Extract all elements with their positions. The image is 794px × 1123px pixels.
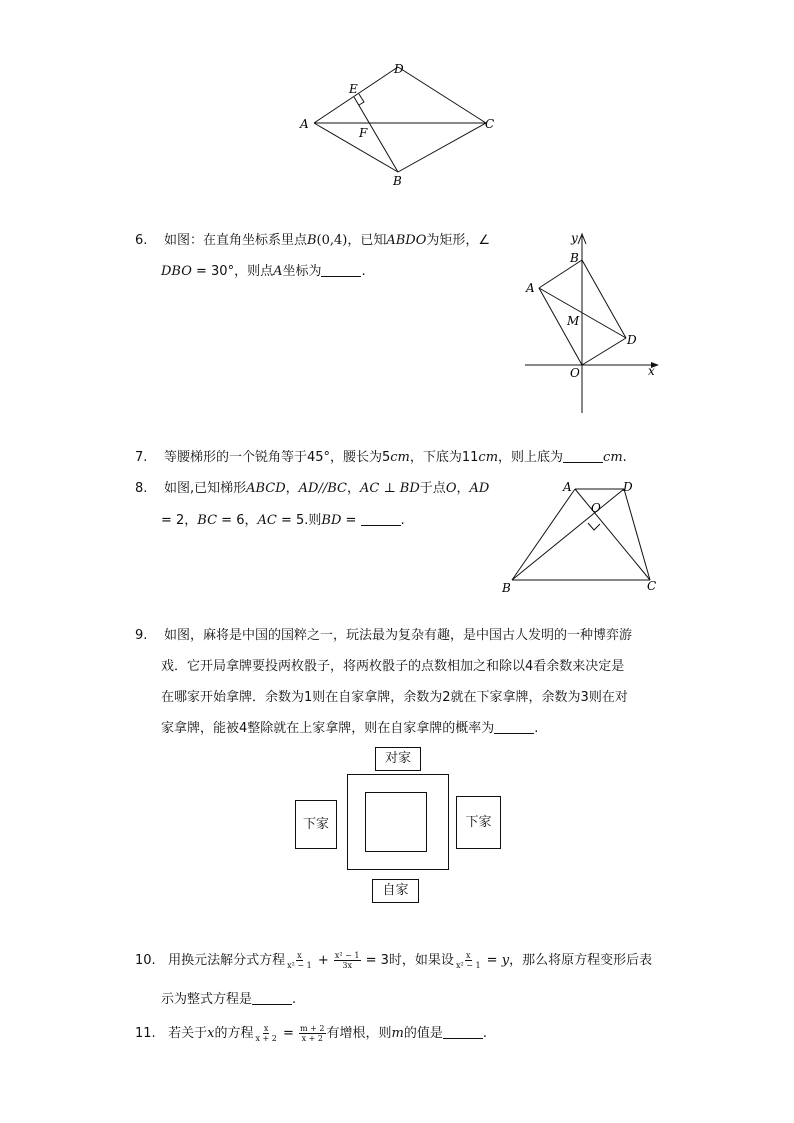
rhombus-label-f: F [359,126,368,140]
coord-label-d: D [627,333,637,347]
q8-number: 8. [135,481,148,496]
q9-line4: 家拿牌，能被4整除就在上家拿牌，则在自家拿牌的概率为 . [161,721,539,736]
coord-label-a: A [526,281,535,295]
q11-fraction-1: $\frac{x}{x + 2}$ [255,1024,277,1043]
q8-line2: = 2，BC = 6，AC = 5.则BD = . [161,513,405,528]
rhombus-label-d: D [394,62,404,76]
axis-label-x: x [648,364,655,378]
q7-line: 7. 等腰梯形的一个锐角等于45°，腰长为5cm，下底为11cm，则上底为 cm. [135,450,627,465]
axis-label-y: y [571,231,578,245]
rhombus-label-a: A [300,117,309,131]
coord-label-o: O [570,366,580,380]
rhombus-figure [290,55,510,195]
seat-top-box: 对家 [375,747,421,771]
q8-line1: 8. 如图,已知梯形ABCD，AD//BC，AC ⊥ BD于点O，AD [135,481,490,496]
coordinate-figure [515,228,665,416]
mahjong-figure [290,745,505,905]
q8-answer-blank[interactable] [361,513,401,526]
q10-fraction-1: $\frac{x}{\text{x² − 1}}$ [287,951,312,970]
trap-label-a: A [563,480,572,494]
q9-line2: 戏．它开局拿牌要投两枚骰子，将两枚骰子的点数相加之和除以4看余数来决定是 [161,659,625,674]
q11-line: 11. 若关于x的方程 $\frac{x}{x + 2}$ = $\frac{m + 2}{x + 2}$ 有增根，则m的值是 . [135,1024,487,1043]
rhombus-label-b: B [393,174,402,188]
q11-answer-blank[interactable] [443,1026,483,1039]
q10-number: 10. [135,953,156,968]
trap-label-c: C [647,579,657,593]
trap-label-d: D [623,480,633,494]
seat-right-box: 下家 [456,796,501,849]
trap-label-o: O [591,501,601,515]
rhombus-label-c: C [485,117,495,131]
q9-line3: 在哪家开始拿牌．余数为1则在自家拿牌，余数为2就在下家拿牌，余数为3则在对 [161,690,628,705]
coord-label-b: B [570,251,579,265]
q11-fraction-2: $\frac{m + 2}{x + 2}$ [300,1024,325,1043]
rhombus-label-e: E [349,82,358,96]
q11-number: 11. [135,1026,156,1041]
q6-number: 6. [135,233,148,248]
q10-line2: 示为整式方程是 . [161,992,297,1007]
seat-left-box: 下家 [295,800,337,849]
q9-number: 9. [135,628,148,643]
table-inner [365,792,427,852]
q10-fraction-2: $\frac{\text{x² − 1}}{3x}$ [334,951,360,970]
q6-answer-blank[interactable] [321,264,361,277]
coord-label-m: M [567,314,580,328]
q9-line1: 9. 如图，麻将是中国的国粹之一，玩法最为复杂有趣，是中国古人发明的一种博弈游 [135,628,632,643]
q7-answer-blank[interactable] [563,450,603,463]
trap-label-b: B [502,581,511,595]
q6-line2: DBO = 30°，则点A坐标为 . [161,264,366,279]
seat-bottom-box: 自家 [372,879,419,903]
trapezoid-figure [500,476,670,596]
q7-number: 7. [135,450,148,465]
q6-line1: 6. 如图：在直角坐标系里点B(0,4)，已知ABDO为矩形，∠ [135,233,491,248]
q10-line1: 10. 用换元法解分式方程 $\frac{x}{\text{x² − 1}}$ + $\frac{\text{x² − 1}}{3x}$ = 3时，如果设 $\frac{x}{\text{x² − 1}}$ = y，那么将原方程变形后表 [135,951,653,970]
q10-answer-blank[interactable] [252,992,292,1005]
q9-answer-blank[interactable] [494,721,534,734]
q10-fraction-3: $\frac{x}{\text{x² − 1}}$ [455,951,481,970]
